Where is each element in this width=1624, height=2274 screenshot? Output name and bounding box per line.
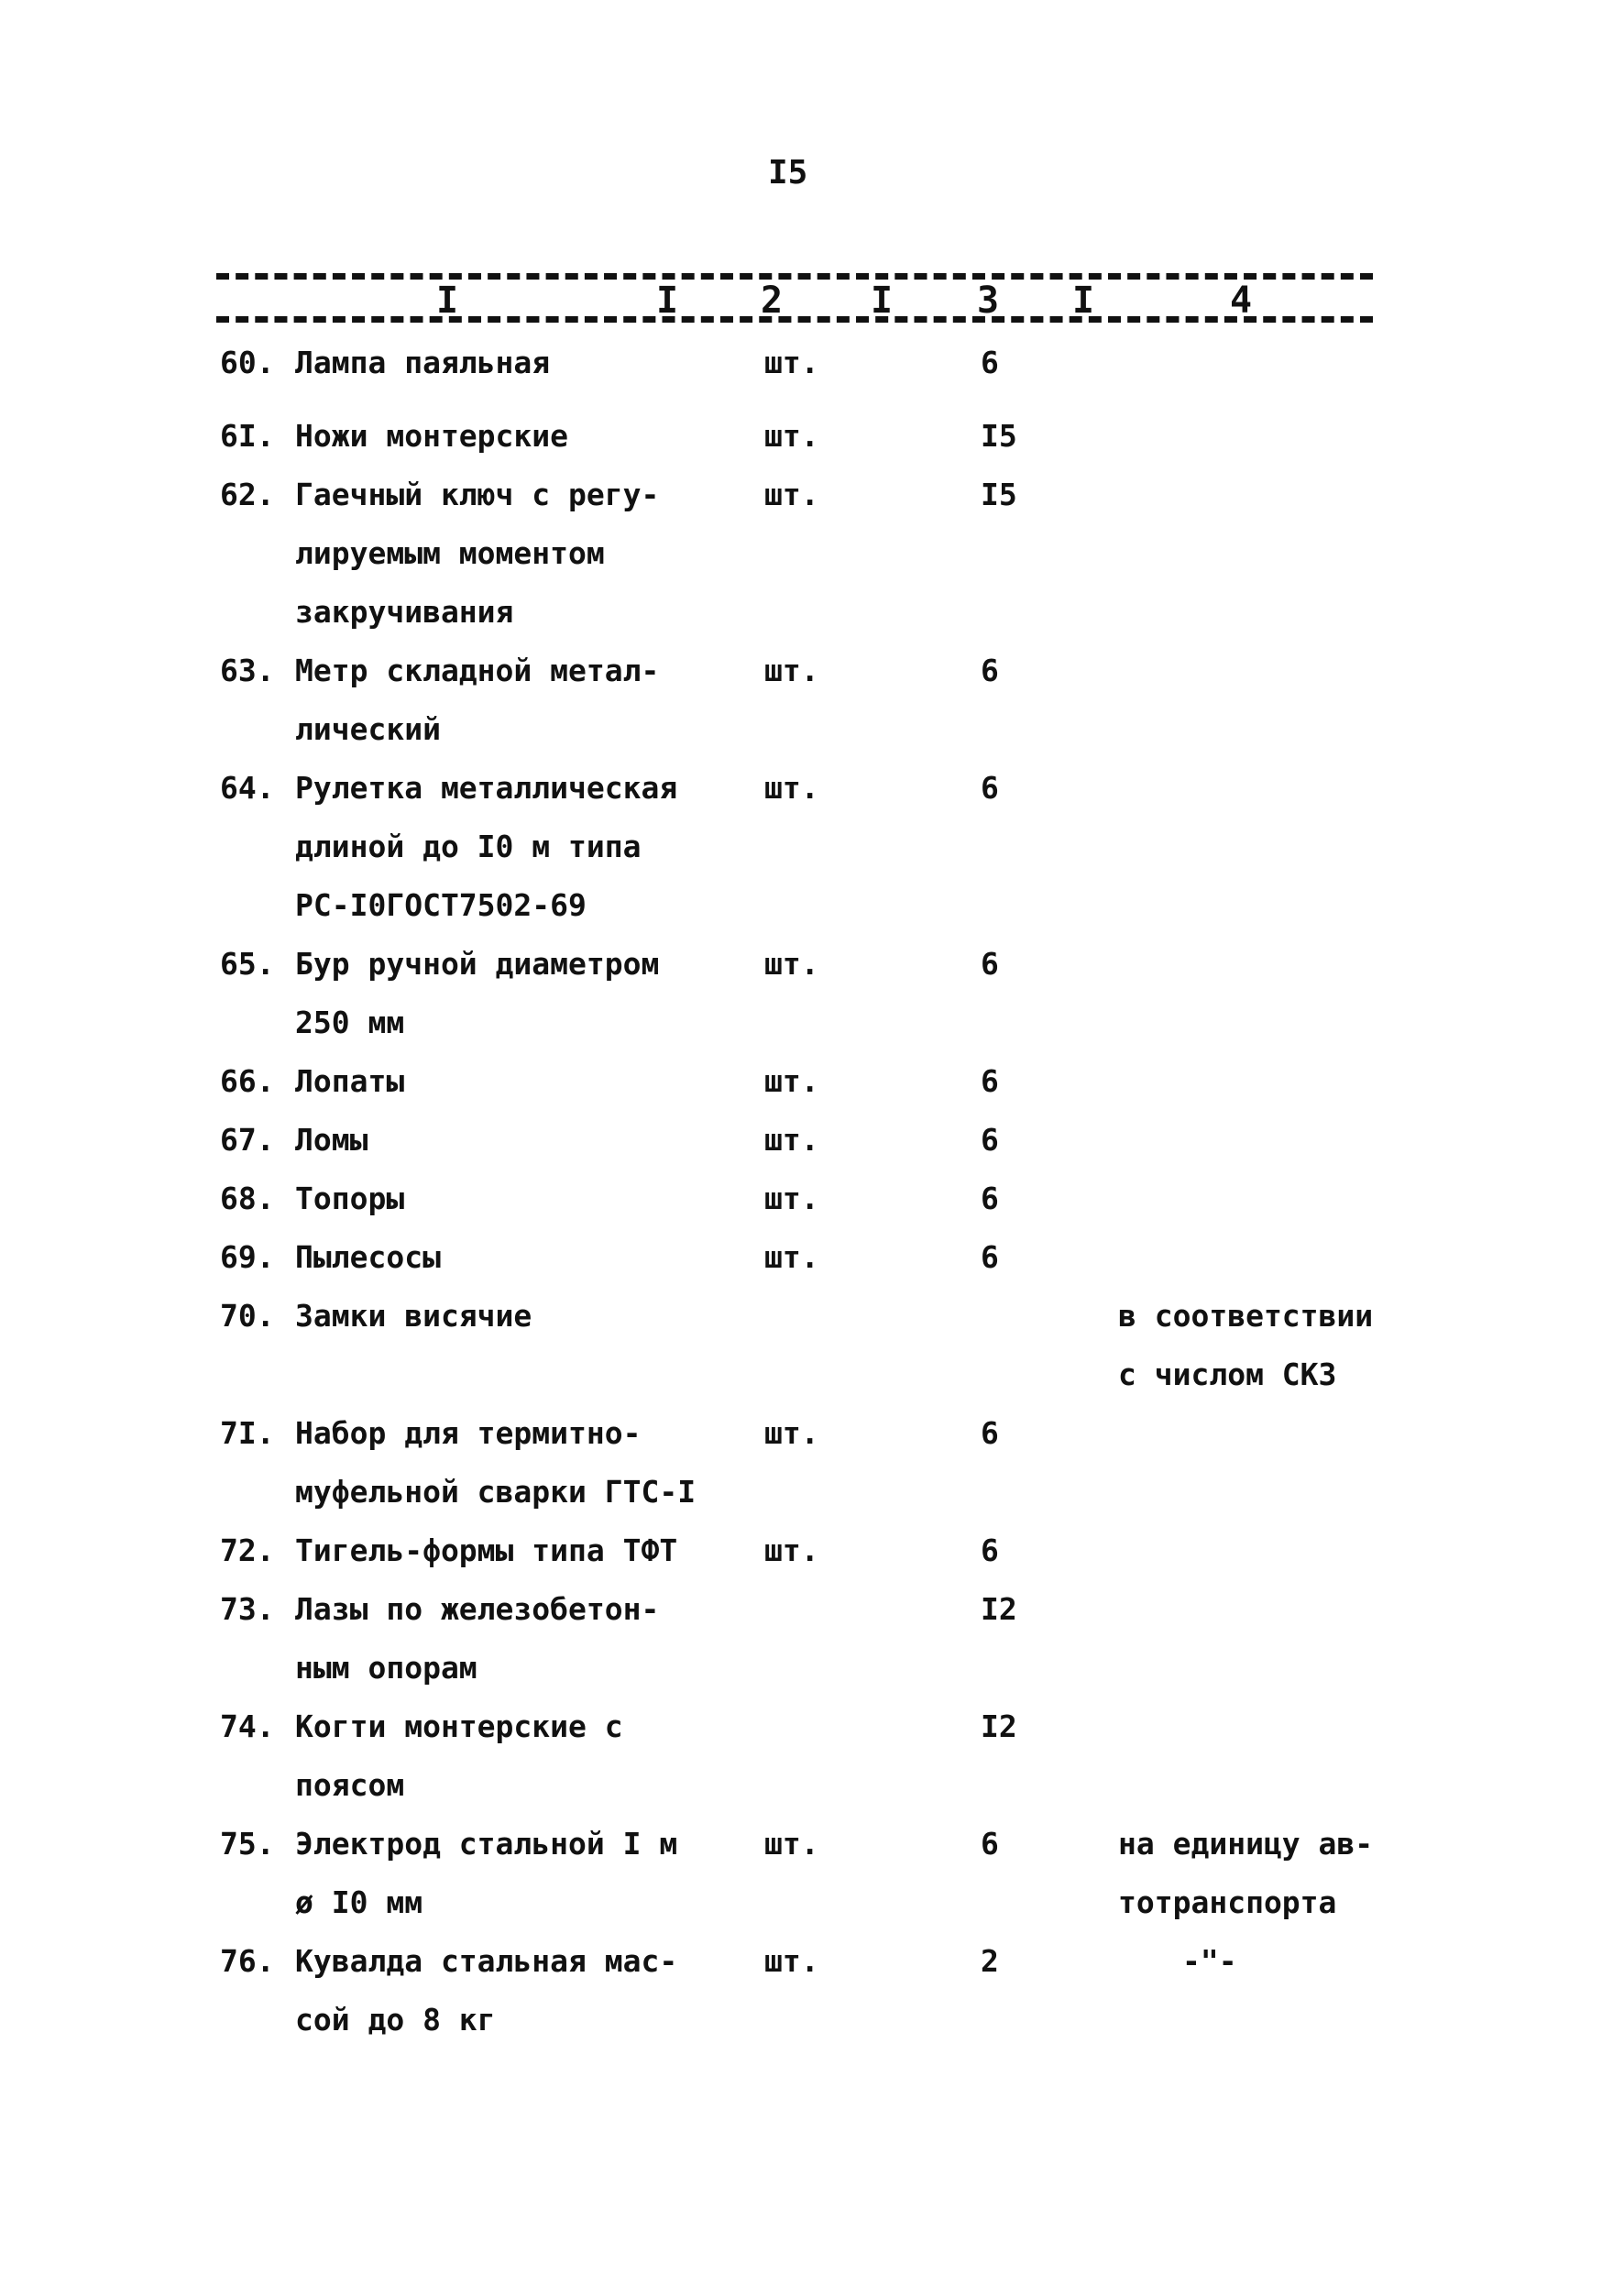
item-name-line: Кувалда стальная мас- [295,1943,678,1979]
item-unit: шт. [764,1826,819,1862]
item-name-line: Замки висячие [295,1298,532,1334]
item-number: 76. [220,1943,275,1979]
item-name-line: ным опорам [295,1650,477,1686]
item-name-line: Лазы по железобетон- [295,1591,660,1627]
item-unit: шт. [764,1181,819,1216]
item-quantity: 6 [981,1415,999,1451]
item-unit: шт. [764,946,819,982]
item-quantity: 6 [981,946,999,982]
item-number: 70. [220,1298,275,1334]
item-number: 63. [220,653,275,688]
item-quantity: 6 [981,1239,999,1275]
item-note-line: в соответствии [1118,1298,1374,1334]
item-note-line: тотранспорта [1118,1884,1337,1920]
item-quantity: 6 [981,653,999,688]
item-name-line: лический [295,711,441,747]
item-number: 6I. [220,418,275,454]
item-number: 73. [220,1591,275,1627]
item-quantity: I5 [981,418,1017,454]
item-unit: шт. [764,345,819,380]
column-separator: I [871,280,894,322]
item-note-line: -"- [1182,1943,1237,1979]
item-unit: шт. [764,1415,819,1451]
item-quantity: I5 [981,477,1017,512]
item-name-line: Ножи монтерские [295,418,569,454]
item-unit: шт. [764,477,819,512]
item-quantity: 6 [981,345,999,380]
item-name-line: лируемым моментом [295,535,605,571]
item-name-line: длиной до I0 м типа [295,829,642,864]
page-number: I5 [768,154,808,192]
item-unit: шт. [764,1943,819,1979]
item-quantity: 2 [981,1943,999,1979]
column-separator: I [656,280,679,322]
item-unit: шт. [764,1239,819,1275]
item-name-line: Рулетка металлическая [295,770,678,806]
item-name-line: Когти монтерские с [295,1708,623,1744]
item-number: 72. [220,1532,275,1568]
item-name-line: Бур ручной диаметром [295,946,660,982]
item-name-line: поясом [295,1767,405,1803]
item-number: 67. [220,1122,275,1158]
item-name-line: Тигель-формы типа ТФТ [295,1532,678,1568]
item-name-line: закручивания [295,594,514,630]
item-unit: шт. [764,1122,819,1158]
column-header-2: 2 [761,280,784,322]
item-unit: шт. [764,1063,819,1099]
item-unit: шт. [764,770,819,806]
item-name-line: муфельной сварки ГТС-I [295,1474,697,1510]
item-number: 62. [220,477,275,512]
item-name-line: Пылесосы [295,1239,441,1275]
item-name-line: Метр складной метал- [295,653,660,688]
item-name-line: Гаечный ключ с регу- [295,477,660,512]
item-name-line: Ломы [295,1122,368,1158]
item-name-line: ø I0 мм [295,1884,423,1920]
table-header-rule-bottom [216,316,1373,323]
item-number: 69. [220,1239,275,1275]
column-header-1: I [436,280,459,322]
table-header-rule-top [216,273,1373,280]
item-name-line: РС-I0ГОСТ7502-69 [295,887,587,923]
item-quantity: 6 [981,1122,999,1158]
item-quantity: I2 [981,1591,1017,1627]
item-number: 68. [220,1181,275,1216]
item-name-line: Топоры [295,1181,405,1216]
item-number: 64. [220,770,275,806]
item-quantity: 6 [981,1063,999,1099]
column-separator: I [1072,280,1095,322]
item-number: 75. [220,1826,275,1862]
item-unit: шт. [764,653,819,688]
item-quantity: 6 [981,770,999,806]
item-number: 74. [220,1708,275,1744]
item-name-line: сой до 8 кг [295,2002,496,2038]
item-name-line: Лопаты [295,1063,405,1099]
item-name-line: Лампа паяльная [295,345,551,380]
item-name-line: Набор для термитно- [295,1415,642,1451]
column-header-4: 4 [1230,280,1253,322]
item-number: 66. [220,1063,275,1099]
item-quantity: 6 [981,1181,999,1216]
item-number: 65. [220,946,275,982]
item-note-line: с числом СКЗ [1118,1357,1337,1392]
item-quantity: I2 [981,1708,1017,1744]
item-number: 60. [220,345,275,380]
item-quantity: 6 [981,1826,999,1862]
item-name-line: Электрод стальной I м [295,1826,678,1862]
item-unit: шт. [764,418,819,454]
item-number: 7I. [220,1415,275,1451]
column-header-3: 3 [977,280,1000,322]
item-name-line: 250 мм [295,1005,405,1040]
item-note-line: на единицу ав- [1118,1826,1374,1862]
item-unit: шт. [764,1532,819,1568]
item-quantity: 6 [981,1532,999,1568]
